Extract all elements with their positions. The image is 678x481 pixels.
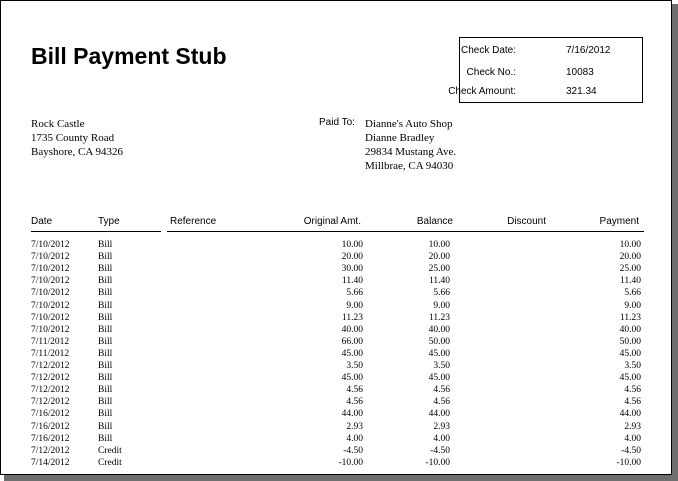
cell-payment: 40.00	[619, 324, 641, 335]
cell-original-amt: 20.00	[341, 252, 363, 263]
table-row	[1, 361, 673, 373]
table-row	[1, 349, 673, 361]
cell-payment: 25.00	[619, 264, 641, 275]
cell-date: 7/16/2012	[31, 433, 70, 444]
cell-type: Bill	[98, 300, 113, 311]
payee-contact: Dianne Bradley	[365, 132, 435, 144]
cell-balance: 45.00	[428, 373, 450, 384]
payer-name: Rock Castle	[31, 118, 85, 130]
table-row	[1, 264, 673, 276]
payer-city: Bayshore, CA 94326	[31, 146, 123, 158]
cell-date: 7/12/2012	[31, 385, 70, 396]
cell-payment: 50.00	[619, 336, 641, 347]
cell-original-amt: 4.56	[346, 397, 363, 408]
cell-balance: 45.00	[428, 348, 450, 359]
cell-original-amt: 9.00	[346, 300, 363, 311]
cell-payment: 3.50	[624, 361, 641, 371]
cell-type: Bill	[98, 361, 113, 371]
cell-original-amt: 11.40	[341, 276, 363, 287]
cell-balance: 10.00	[428, 240, 450, 250]
cell-date: 7/11/2012	[31, 348, 70, 359]
cell-date: 7/16/2012	[31, 409, 70, 420]
cell-balance: 44.00	[428, 409, 450, 420]
payee-city: Millbrae, CA 94030	[365, 160, 454, 172]
cell-original-amt: 66.00	[341, 336, 363, 347]
table-row	[1, 397, 673, 409]
cell-balance: 50.00	[428, 336, 450, 347]
cell-type: Bill	[98, 348, 113, 359]
col-header-date: Date	[31, 216, 53, 227]
cell-payment: 11.23	[619, 312, 641, 323]
cell-original-amt: 4.56	[346, 385, 363, 396]
cell-date: 7/12/2012	[31, 373, 70, 384]
check-amount-value: 321.34	[566, 86, 597, 97]
cell-type: Bill	[98, 421, 113, 432]
cell-original-amt: 5.66	[346, 288, 363, 299]
check-date-value: 7/16/2012	[566, 45, 611, 56]
check-no-value: 10083	[566, 67, 594, 78]
cell-balance: -4.50	[430, 445, 450, 456]
cell-date: 7/10/2012	[31, 312, 70, 323]
cell-original-amt: 10.00	[341, 240, 363, 250]
table-row	[1, 385, 673, 397]
cell-payment: -4.50	[621, 445, 641, 456]
table-row	[1, 337, 673, 349]
table-row	[1, 276, 673, 288]
table-row	[1, 252, 673, 264]
col-header-original: Original Amt.	[303, 216, 361, 227]
cell-date: 7/12/2012	[31, 445, 70, 456]
table-row	[1, 422, 673, 434]
cell-original-amt: 2.93	[346, 421, 363, 432]
cell-payment: 4.56	[624, 397, 641, 408]
table-row	[1, 288, 673, 300]
cell-balance: 11.23	[428, 312, 450, 323]
cell-type: Bill	[98, 288, 113, 299]
cell-type: Bill	[98, 324, 113, 335]
page-shadow-bottom	[4, 475, 678, 481]
cell-date: 7/14/2012	[31, 457, 70, 468]
cell-type: Credit	[98, 445, 122, 456]
table-row	[1, 325, 673, 337]
cell-original-amt: 45.00	[341, 348, 363, 359]
check-info-box	[448, 37, 643, 103]
cell-type: Bill	[98, 336, 113, 347]
table-row	[1, 240, 673, 252]
cell-original-amt: 40.00	[341, 324, 363, 335]
cell-original-amt: -4.50	[343, 445, 363, 456]
payee-street: 29834 Mustang Ave.	[365, 146, 457, 158]
table-row	[1, 458, 673, 470]
cell-type: Bill	[98, 409, 113, 420]
payer-address	[31, 117, 123, 159]
cell-type: Bill	[98, 385, 113, 396]
cell-date: 7/10/2012	[31, 264, 70, 275]
header-rule-left	[31, 231, 161, 232]
cell-original-amt: 30.00	[341, 264, 363, 275]
cell-payment: 45.00	[619, 373, 641, 384]
cell-balance: 4.56	[433, 385, 450, 396]
paid-to-label: Paid To:	[319, 117, 355, 128]
cell-balance: 11.40	[428, 276, 450, 287]
cell-type: Bill	[98, 264, 113, 275]
cell-date: 7/12/2012	[31, 361, 70, 371]
cell-payment: 44.00	[619, 409, 641, 420]
cell-payment: 9.00	[624, 300, 641, 311]
cell-type: Bill	[98, 397, 113, 408]
cell-payment: 20.00	[619, 252, 641, 263]
table-row	[1, 373, 673, 385]
cell-balance: -10.00	[425, 457, 450, 468]
cell-original-amt: 44.00	[341, 409, 363, 420]
cell-payment: 10.00	[619, 240, 641, 250]
table-row	[1, 301, 673, 313]
cell-original-amt: 4.00	[346, 433, 363, 444]
cell-balance: 4.00	[433, 433, 450, 444]
cell-date: 7/10/2012	[31, 324, 70, 335]
cell-original-amt: 3.50	[346, 361, 363, 371]
payee-company: Dianne's Auto Shop	[365, 118, 453, 130]
cell-date: 7/12/2012	[31, 397, 70, 408]
payer-street: 1735 County Road	[31, 132, 115, 144]
col-header-reference: Reference	[170, 216, 217, 227]
cell-payment: 4.00	[624, 433, 641, 444]
check-amount-label: Check Amount:	[448, 86, 516, 97]
cell-original-amt: 11.23	[341, 312, 363, 323]
cell-type: Bill	[98, 373, 113, 384]
check-date-label: Check Date:	[460, 45, 516, 56]
cell-date: 7/16/2012	[31, 421, 70, 432]
cell-balance: 3.50	[433, 361, 450, 371]
cell-payment: 11.40	[619, 276, 641, 287]
cell-date: 7/11/2012	[31, 336, 70, 347]
cell-type: Bill	[98, 433, 113, 444]
cell-balance: 4.56	[433, 397, 450, 408]
table-row	[1, 313, 673, 325]
cell-balance: 40.00	[428, 324, 450, 335]
col-header-discount: Discount	[507, 216, 546, 227]
cell-balance: 25.00	[428, 264, 450, 275]
cell-balance: 2.93	[433, 421, 450, 432]
cell-payment: -10.00	[616, 457, 641, 468]
cell-date: 7/10/2012	[31, 240, 70, 250]
col-header-balance: Balance	[416, 216, 453, 227]
cell-date: 7/10/2012	[31, 288, 70, 299]
cell-original-amt: 45.00	[341, 373, 363, 384]
table-row	[1, 446, 673, 458]
payee-address	[365, 117, 456, 173]
cell-original-amt: -10.00	[338, 457, 363, 468]
cell-type: Bill	[98, 252, 113, 263]
col-header-type: Type	[98, 216, 120, 227]
cell-type: Bill	[98, 312, 113, 323]
cell-payment: 45.00	[619, 348, 641, 359]
cell-balance: 9.00	[433, 300, 450, 311]
cell-date: 7/10/2012	[31, 300, 70, 311]
table-row	[1, 434, 673, 446]
table-row	[1, 409, 673, 421]
col-header-payment: Payment	[599, 216, 639, 227]
check-no-label: Check No.:	[466, 67, 516, 78]
cell-type: Bill	[98, 240, 113, 250]
cell-date: 7/10/2012	[31, 252, 70, 263]
page-title: Bill Payment Stub	[31, 43, 227, 69]
cell-type: Bill	[98, 276, 113, 287]
cell-date: 7/10/2012	[31, 276, 70, 287]
cell-payment: 5.66	[624, 288, 641, 299]
cell-payment: 2.93	[624, 421, 641, 432]
cell-type: Credit	[98, 457, 122, 468]
cell-payment: 4.56	[624, 385, 641, 396]
cell-balance: 20.00	[428, 252, 450, 263]
header-rule-right	[167, 231, 644, 232]
cell-balance: 5.66	[433, 288, 450, 299]
